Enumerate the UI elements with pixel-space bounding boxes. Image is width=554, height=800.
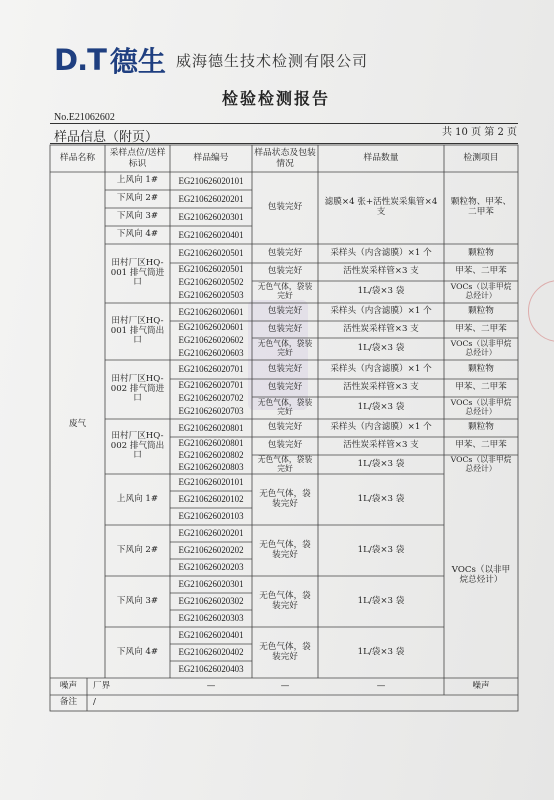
category-exhaust-gas: 废气	[68, 419, 87, 430]
company-name: 威海德生技术检测有限公司	[176, 52, 369, 70]
quantity-cell: 1L/袋×3 袋	[357, 286, 405, 297]
quantity-cell: 活性炭采样管×3 支	[343, 323, 419, 334]
sample-id-cell: EG210626020102	[178, 494, 244, 505]
sample-id-cell: EG210626020402	[178, 647, 244, 658]
sample-id-cell: EG210626020101	[178, 477, 244, 488]
sample-id-cell: EG210626020601	[178, 306, 244, 317]
header-point: 采样点位/送样标识	[109, 148, 166, 169]
quantity-cell: 采样头（内含滤膜）×1 个	[330, 306, 432, 317]
noise-category: 噪声	[59, 680, 78, 691]
sample-id-cell: EG210626020701	[178, 364, 244, 375]
noise-status: —	[280, 680, 290, 691]
report-number: No.E21062602	[54, 112, 115, 123]
sample-id-cell: EG210626020201	[178, 193, 244, 204]
sample-id-cell: EG210626020802	[178, 449, 244, 460]
quantity-cell: 活性炭采样管×3 支	[343, 382, 419, 393]
status-cell: 包装完好	[267, 440, 303, 451]
sample-id-cell: EG210626020101	[178, 175, 244, 186]
status-cell: 无色气体，袋装完好	[259, 641, 311, 662]
point-cell: 下风向 2#	[116, 544, 159, 555]
sample-id-cell: EG210626020103	[178, 511, 244, 522]
test-item-cell: 颗粒物	[468, 363, 494, 374]
quantity-cell: 1L/袋×3 袋	[357, 343, 405, 354]
header-quantity: 样品数量	[363, 153, 399, 164]
test-item-cell: VOCs（以非甲烷总烃计）	[450, 282, 512, 300]
quantity-cell: 滤膜×4 张+活性炭采集管×4 支	[324, 197, 438, 217]
status-cell: 包装完好	[267, 323, 303, 334]
status-cell: 无色气体，袋装完好	[259, 488, 311, 509]
status-cell: 无色气体，袋装完好	[259, 590, 311, 611]
status-cell: 包装完好	[267, 363, 303, 374]
sample-id-cell: EG210626020201	[178, 528, 244, 539]
status-cell: 包装完好	[267, 247, 303, 258]
header-sample-id: 样品编号	[193, 153, 229, 164]
test-item-cell: VOCs（以非甲烷总烃计）	[450, 398, 512, 416]
sample-id-cell: EG210626020703	[178, 406, 244, 417]
test-item-cell: 甲苯、二甲苯	[455, 382, 507, 393]
sample-id-cell: EG210626020301	[178, 579, 244, 590]
noise-quantity: —	[376, 680, 386, 691]
point-cell: 田村厂区HQ-002 排气筒出口	[110, 430, 165, 461]
test-item-cell: 颗粒物、甲苯、二甲苯	[450, 197, 512, 217]
sample-id-cell: EG210626020503	[178, 290, 244, 301]
page-info: 共 10 页 第 2 页	[442, 127, 517, 138]
sample-id-cell: EG210626020603	[178, 348, 244, 359]
noise-point: 厂界	[93, 680, 111, 691]
quantity-cell: 1L/袋×3 袋	[357, 458, 405, 469]
quantity-cell: 采样头（内含滤膜）×1 个	[330, 422, 432, 433]
sample-id-cell: EG210626020403	[178, 664, 244, 675]
quantity-cell: 活性炭采样管×3 支	[343, 440, 419, 451]
status-cell: 无色气体，袋装完好	[257, 282, 313, 300]
sample-id-cell: EG210626020303	[178, 613, 244, 624]
point-cell: 下风向 2#	[116, 193, 159, 204]
status-cell: 包装完好	[267, 266, 303, 277]
sample-id-cell: EG210626020803	[178, 461, 244, 472]
status-cell: 无色气体，袋装完好	[257, 339, 313, 357]
status-cell: 无色气体，袋装完好	[257, 455, 313, 473]
test-item-cell: 颗粒物	[468, 247, 494, 258]
test-item-cell: 甲苯、二甲苯	[455, 266, 507, 277]
section-title: 样品信息（附页）	[54, 130, 159, 145]
point-cell: 田村厂区HQ-001 排气筒出口	[110, 315, 165, 346]
sample-id-cell: EG210626020602	[178, 335, 244, 346]
logo-mark: D.T	[54, 43, 106, 77]
test-item-cell: 甲苯、二甲苯	[455, 440, 507, 451]
sample-id-cell: EG210626020401	[178, 630, 244, 641]
header-status: 样品状态及包装情况	[254, 148, 316, 169]
header-category: 样品名称	[59, 153, 96, 164]
report-title: 检验检测报告	[222, 89, 331, 108]
header-test-item: 检测项目	[463, 153, 499, 164]
sample-id-cell: EG210626020702	[178, 393, 244, 404]
test-item-cell: VOCs（以非甲烷总烃计）	[451, 565, 511, 585]
sample-id-cell: EG210626020501	[178, 248, 244, 259]
point-cell: 下风向 3#	[116, 211, 159, 222]
status-cell: 包装完好	[267, 382, 303, 393]
sample-id-cell: EG210626020501	[178, 264, 244, 275]
test-item-cell: 颗粒物	[468, 422, 494, 433]
status-cell: 包装完好	[267, 422, 303, 433]
status-cell: 包装完好	[267, 202, 303, 213]
point-cell: 下风向 3#	[116, 595, 159, 606]
point-cell: 上风向 1#	[116, 493, 159, 504]
quantity-cell: 1L/袋×3 袋	[357, 402, 405, 413]
status-cell: 无色气体，袋装完好	[257, 398, 313, 416]
sample-id-cell: EG210626020502	[178, 277, 244, 288]
point-cell: 上风向 1#	[116, 175, 159, 186]
quantity-cell: 1L/袋×3 袋	[357, 646, 405, 657]
test-item-cell: VOCs（以非甲烷总烃计）	[450, 455, 512, 473]
remark-label: 备注	[59, 697, 78, 708]
quantity-cell: 1L/袋×3 袋	[357, 493, 405, 504]
sample-id-cell: EG210626020202	[178, 545, 244, 556]
test-item-cell: 颗粒物	[468, 306, 494, 317]
quantity-cell: 1L/袋×3 袋	[357, 595, 405, 606]
remark-value: /	[93, 697, 96, 708]
test-item-cell: 甲苯、二甲苯	[455, 323, 507, 334]
sample-id-cell: EG210626020701	[178, 380, 244, 391]
quantity-cell: 活性炭采样管×3 支	[343, 266, 419, 277]
sample-id-cell: EG210626020401	[178, 229, 244, 240]
test-item-cell: VOCs（以非甲烷总烃计）	[450, 339, 512, 357]
status-cell: 无色气体，袋装完好	[259, 539, 311, 560]
sample-id-cell: EG210626020801	[178, 422, 244, 433]
quantity-cell: 采样头（内含滤膜）×1 个	[330, 247, 432, 258]
quantity-cell: 采样头（内含滤膜）×1 个	[330, 363, 432, 374]
sample-id-cell: EG210626020301	[178, 211, 244, 222]
point-cell: 下风向 4#	[116, 229, 159, 240]
sample-id-cell: EG210626020203	[178, 562, 244, 573]
noise-id: —	[206, 680, 216, 691]
sample-id-cell: EG210626020801	[178, 437, 244, 448]
point-cell: 田村厂区HQ-001 排气筒进口	[110, 257, 165, 288]
noise-test-item: 噪声	[472, 680, 490, 691]
point-cell: 下风向 4#	[116, 646, 159, 657]
logo-text: 德生	[109, 45, 166, 78]
sample-id-cell: EG210626020601	[178, 322, 244, 333]
status-cell: 包装完好	[267, 306, 303, 317]
sample-id-cell: EG210626020302	[178, 596, 244, 607]
quantity-cell: 1L/袋×3 袋	[357, 544, 405, 555]
point-cell: 田村厂区HQ-002 排气筒进口	[110, 373, 165, 404]
